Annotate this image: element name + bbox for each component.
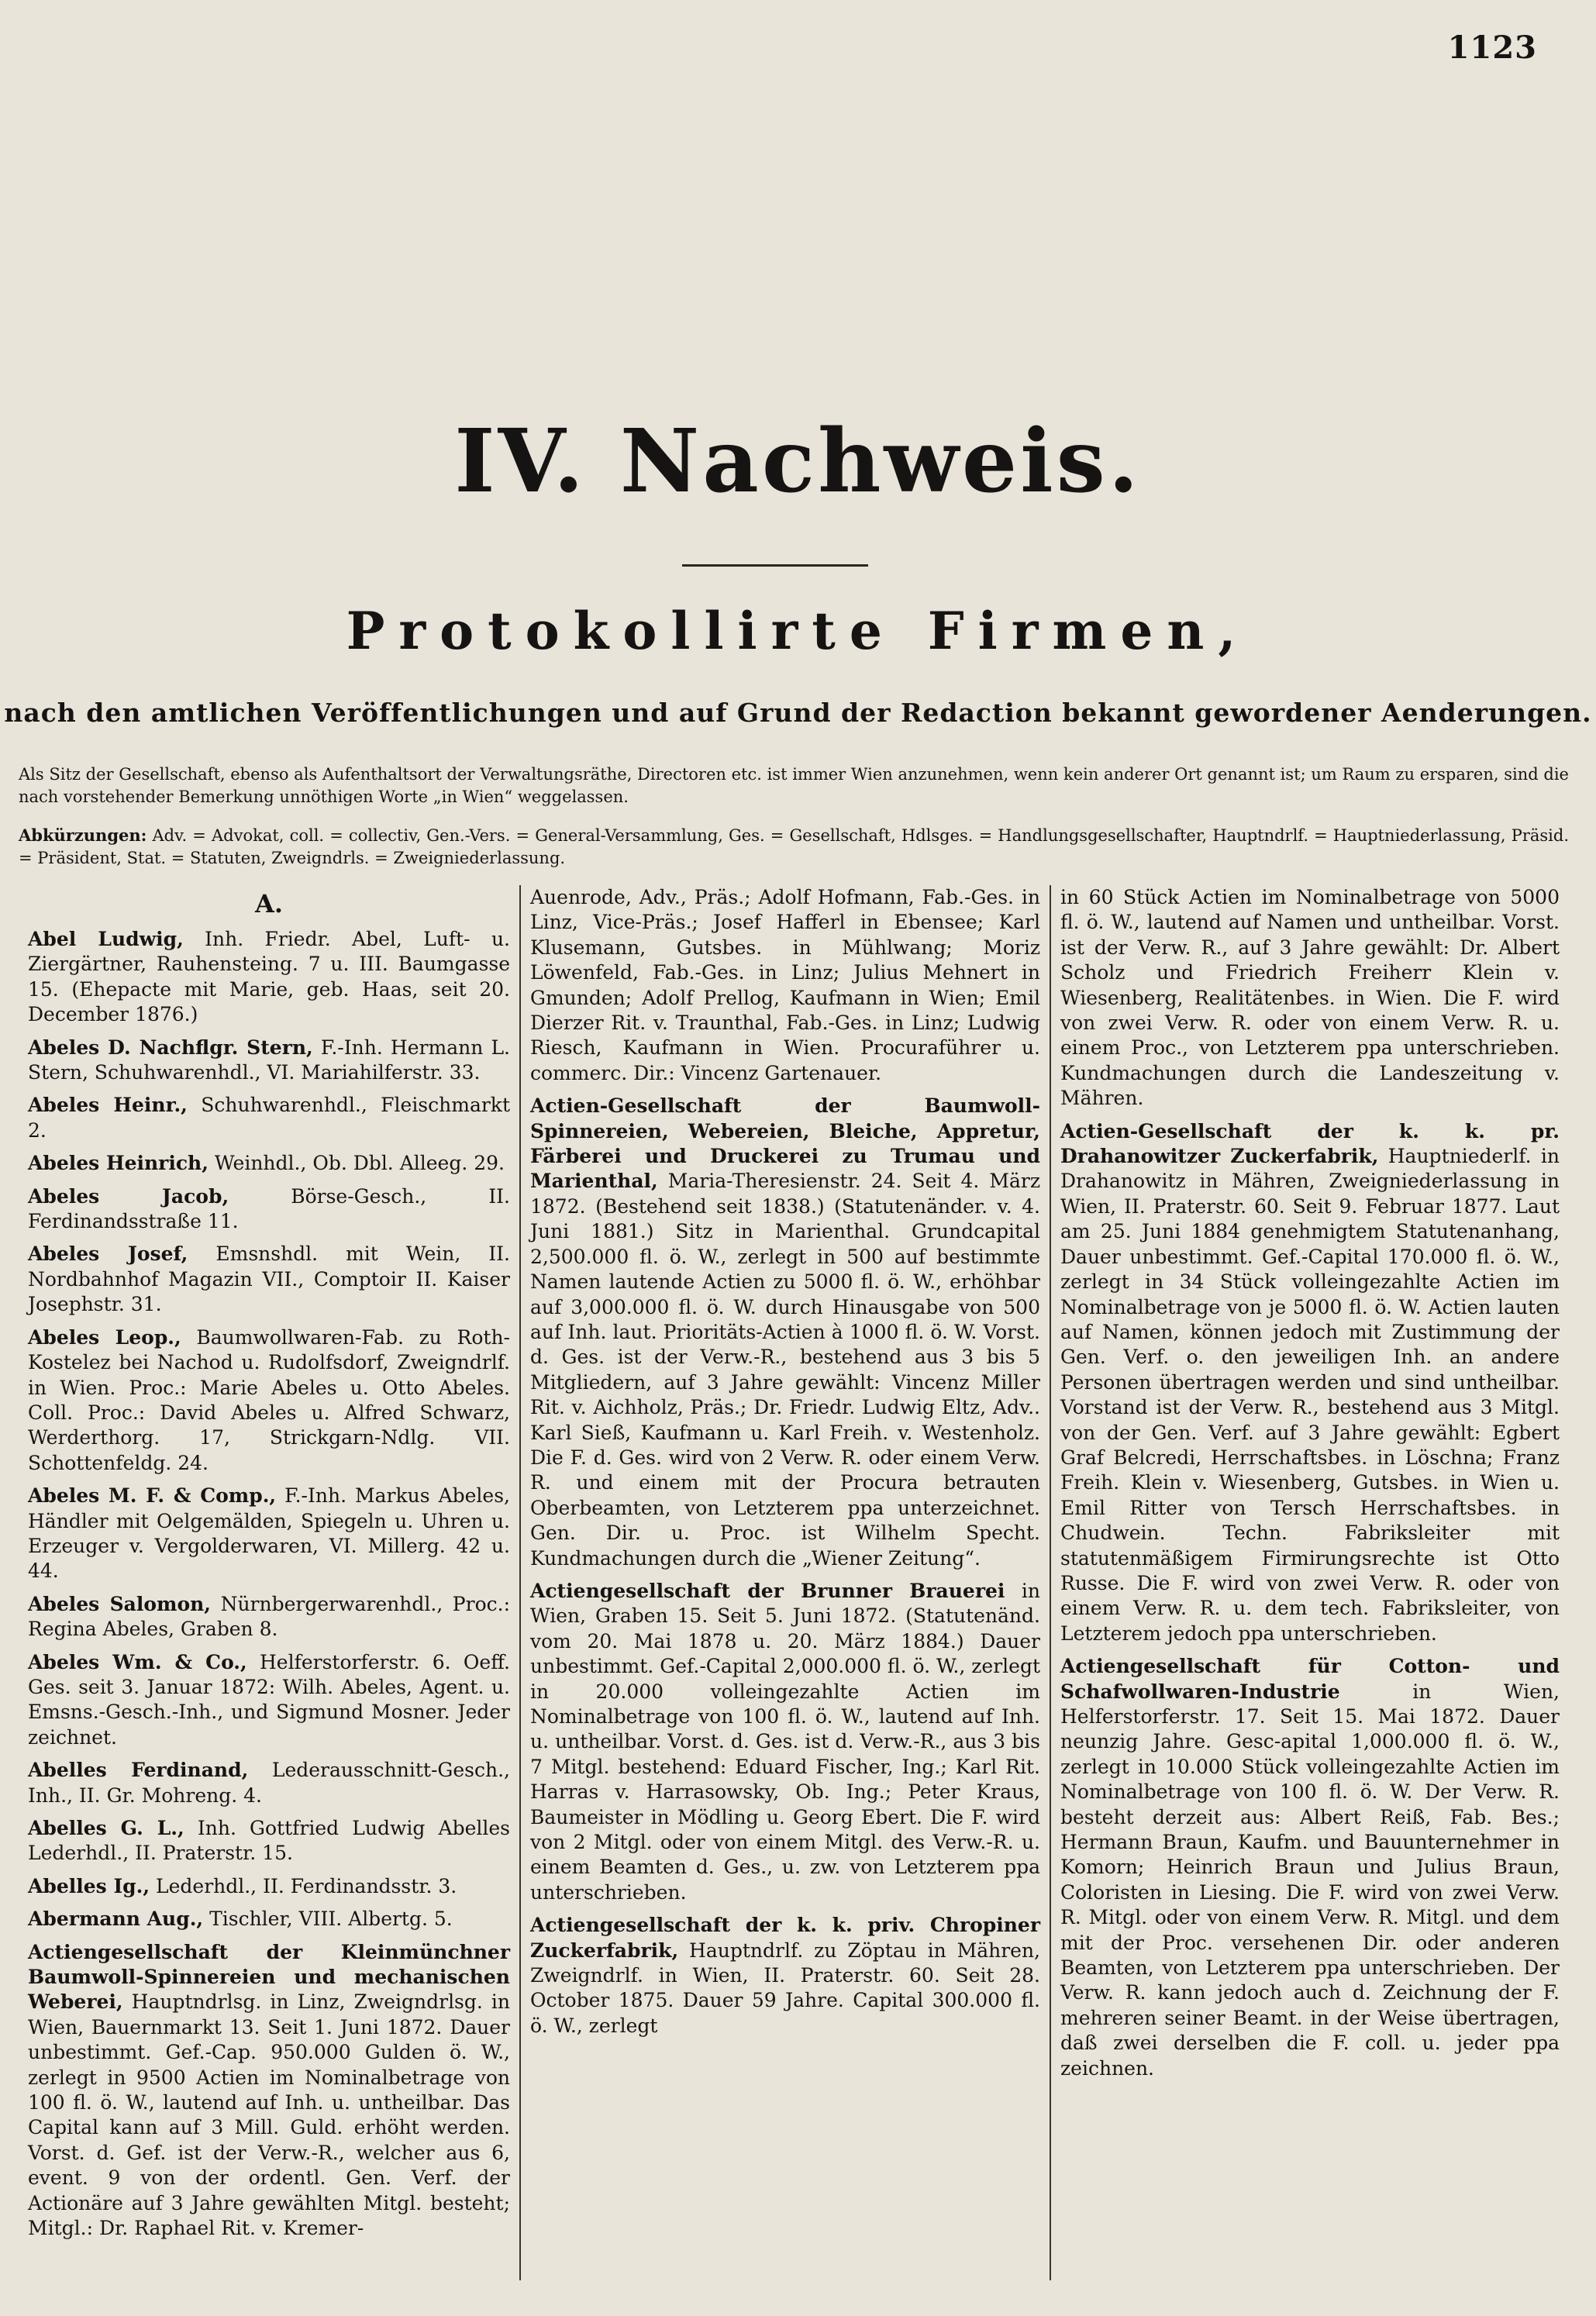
firm-name: Actiengesellschaft für Cotton- und Schafwollwaren-Industrie [1060, 1655, 1560, 1703]
firm-entry [530, 1913, 1040, 2039]
section-description: nach den amtlichen Veröffentlichungen und auf Grund der Redaction bekannt gewordener Aenderungen. [4, 698, 1592, 728]
firm-entry [530, 885, 1040, 1086]
firm-details: Hauptndrlsg. in Linz, Zweigndrlsg. in Wien, Bauernmarkt 13. Seit 1. Juni 1872. Dauer unbestimmt. Gef.-Cap. 950.000 Gulden ö. W., zerlegt in 9500 Actien im Nominalbetrage von 100 fl. ö. W., lautend auf Inh. u. untheilbar. Das Capital kann auf 3 Mill. Guld. erhöht werden. Vorst. d. Gef. ist der Verw.-R., welcher aus 6, event. 9 von der ordentl. Gen. Verf. der Actionäre auf 3 Jahre gewählten Mitgl. besteht; Mitgl.: Dr. Raphael Rit. v. Kremer- [28, 1990, 510, 2240]
firm-details: Inh. Friedr. Abel, Luft- u. Ziergärtner, Rauhensteing. 7 u. III. Baumgasse 15. (Ehepacte mit Marie, geb. Haas, seit 20. December 1876.) [28, 928, 511, 1026]
firm-details: Lederhdl., II. Ferdinandsstr. 3. [150, 1874, 457, 1897]
firm-name: Abeles M. F. & Comp., [28, 1484, 277, 1508]
firm-name: Abeles D. Nachflgr. Stern, [28, 1036, 313, 1059]
firm-entry [28, 1242, 510, 1317]
firm-entry [28, 1650, 510, 1751]
firm-name: Abeles Heinr., [28, 1094, 188, 1117]
firm-name: Abelles G. L., [28, 1817, 184, 1839]
firm-entry [1060, 885, 1560, 1111]
firm-entry [28, 1325, 510, 1476]
firm-name: Abeles Heinrich, [28, 1152, 209, 1175]
firm-name: Abelles Ferdinand, [28, 1759, 249, 1782]
column-2 [519, 885, 1050, 2280]
firm-entry [28, 1036, 510, 1086]
firm-entry [530, 1579, 1040, 1905]
firm-details: Börse-Gesch., II. Ferdinandsstraße 11. [28, 1184, 510, 1233]
page-number: 1123 [1447, 29, 1537, 66]
abbreviations-text: Adv. = Advokat, coll. = collectiv, Gen.-Vers. = General-Versammlung, Ges. = Gesellschaft, Hdlsges. = Handlungsgesellschafter, Hauptndrlf. = Hauptniederlassung, Präsid. = Präsident, Stat. = Statuten, Zweigndrls. = Zweigniederlassung. [19, 826, 1569, 867]
abbreviations-label: Abkürzungen: [19, 825, 147, 845]
firm-entry [28, 1940, 510, 2242]
title-divider [682, 564, 868, 567]
firm-details: Baumwollwaren-Fab. zu Roth-Kostelez bei Nachod u. Rudolfsdorf, Zweigndrlf. in Wien. Proc.: Marie Abeles u. Otto Abeles. Coll. Proc.: David Abeles u. Alfred Schwarz, Werderthorg. 17, Strickgarn-Ndlg. VII. Schottenfeldg. 24. [28, 1325, 510, 1474]
section-subtitle: Protokollirte Firmen, [346, 601, 1250, 661]
firm-name: Abeles Salomon, [28, 1592, 212, 1615]
firm-name: Abermann Aug., [28, 1908, 204, 1931]
firm-entry [28, 1816, 510, 1866]
section-title: IV. Nachweis. [454, 411, 1142, 512]
firm-name: Actiengesellschaft der k. k. priv. Chropiner Zuckerfabrik, [530, 1914, 1040, 1962]
column-3-entries [1060, 885, 1560, 2081]
firm-details: in 60 Stück Actien im Nominalbetrage von 5000 fl. ö. W., lautend auf Namen und untheilbar. Vorst. ist der Verw. R., auf 3 Jahre gewählt: Dr. Albert Scholz und Friedrich Freiherr Klein v. Wiesenberg, Realitätenbes. in Wien. Die F. wird von zwei Verw. R. oder von einem Verw. R. u. einem Proc., von Letzterem ppa unterschrieben. Kundmachungen durch die Landeszeitung v. Mähren. [1060, 886, 1560, 1110]
firm-details: Tischler, VIII. Albertg. 5. [203, 1908, 453, 1931]
firm-details: in Wien, Helferstorferstr. 17. Seit 15. Mai 1872. Dauer neunzig Jahre. Gesc-apital 1,000.000 fl. ö. W., zerlegt in 10.000 Stück volleingezahlte Actien im Nominalbetrage von 100 fl. ö. W. Der Verw. R. besteht derzeit aus: Albert Reiß, Fab. Bes.; Hermann Braun, Kaufm. und Bauunternehmer in Komorn; Heinrich Braun und Julius Braun, Coloristen in Liesing. Die F. wird von zwei Verw. R. Mitgl. oder von einem Verw. R. Mitgl. und dem mit der Proc. versehenen Dir. oder anderen Beamten, von Letzterem ppa unterschrieben. Der Verw. R. kann jedoch auch d. Zeichnung der F. mehreren seiner Beamt. in der Weise übertragen, daß zwei derselben die F. coll. u. jeder ppa zeichnen. [1060, 1680, 1560, 2080]
firm-details: Inh. Gottfried Ludwig Abelles Lederhdl., II. Praterstr. 15. [28, 1817, 510, 1865]
firm-entry [28, 1151, 510, 1176]
firm-details: Hauptndrlf. zu Zöptau in Mähren, Zweigndrlf. in Wien, II. Praterstr. 60. Seit 28. October 1875. Dauer 59 Jahre. Capital 300.000 fl. ö. W., zerlegt [530, 1939, 1040, 2037]
firm-name: Abel Ludwig, [28, 928, 184, 950]
firm-details: Maria-Theresienstr. 24. Seit 4. März 1872. (Bestehend seit 1838.) (Statutenänder. v. 4. Juni 1881.) Sitz in Marienthal. Grundcapital 2,500.000 fl. ö. W., zerlegt in 500 auf bestimmte Namen lautende Actien zu 5000 fl. ö. W., erhöhbar auf 3,000.000 fl. ö. W. durch Hinausgabe von 500 auf Inh. laut. Prioritäts-Actien à 1000 fl. ö. W. Vorst. d. Ges. ist der Verw.-R., bestehend aus 3 bis 5 Mitgliedern, auf 3 Jahre gewählt: Vincenz Miller Rit. v. Aichholz, Präs.; Dr. Friedr. Ludwig Eltz, Adv.. Karl Sieß, Kaufmann u. Karl Freih. v. Westenholz. Die F. d. Ges. wird von 2 Verw. R. oder einem Verw. R. und einem mit der Procura betrauten Oberbeamten, von Letzterem ppa unterzeichnet. Gen. Dir. u. Proc. ist Wilhelm Specht. Kundmachungen durch die „Wiener Zeitung“. [530, 1170, 1040, 1570]
column-1-entries [28, 927, 510, 2242]
firm-name: Actiengesellschaft der Brunner Brauerei [530, 1579, 1005, 1602]
firm-entry [28, 1907, 510, 1932]
firm-details: Weinhdl., Ob. Dbl. Alleeg. 29. [208, 1152, 505, 1175]
firm-details: Emsnshdl. mit Wein, II. Nordbahnhof Magazin VII., Comptoir II. Kaiser Josephstr. 31. [28, 1242, 510, 1316]
firm-details: Auenrode, Adv., Präs.; Adolf Hofmann, Fab.-Ges. in Linz, Vice-Präs.; Josef Hafferl in Ebensee; Karl Klusemann, Gutsbes. in Mühlwang; Moriz Löwenfeld, Fab.-Ges. in Linz; Julius Mehnert in Gmunden; Adolf Prellog, Kaufmann in Wien; Emil Dierzer Rit. v. Traunthal, Fab.-Ges. in Linz; Ludwig Riesch, Kaufmann in Wien. Procuraführer u. commerc. Dir.: Vincenz Gartenauer. [530, 886, 1040, 1084]
firm-details: Schuhwarenhdl., Fleischmarkt 2. [28, 1094, 510, 1142]
firm-entry [28, 1874, 510, 1899]
column-2-entries [530, 885, 1040, 2039]
entry-columns [19, 885, 1569, 2280]
firm-name: Actien-Gesellschaft der k. k. pr. Drahanowitzer Zuckerfabrik, [1060, 1119, 1560, 1168]
abbreviations [19, 824, 1569, 870]
firm-entry [28, 1184, 510, 1235]
firm-name: Abeles Wm. & Co., [28, 1650, 247, 1673]
firm-details: Hauptniederlf. in Drahanowitz in Mähren, Zweigniederlassung in Wien, II. Praterstr. 60. Seit 9. Februar 1877. Laut am 25. Juni 1884 genehmigtem Statutenanhang, Dauer unbestimmt. Gef.-Capital 170.000 fl. ö. W., zerlegt in 34 Stück volleingezahlte Actien im Nominalbetrage von je 5000 fl. ö. W. Actien lauten auf Namen, können jedoch mit Zustimmung der Gen. Verf. o. den jeweiligen Inh. an andere Personen übertragen werden und sind untheilbar. Vorstand ist der Verw. R., bestehend aus 3 Mitgl. von der Gen. Verf. auf 3 Jahre gewählt: Egbert Graf Belcredi, Herrschaftsbes. in Löschna; Franz Freih. Klein v. Wiesenberg, Gutsbes. in Wien u. Emil Ritter von Tersch Herrschaftsbes. in Chudwein. Techn. Fabriksleiter mit statutenmäßigem Firmirungsrechte ist Otto Russe. Die F. wird von zwei Verw. R. oder von einem Verw. R. u. dem tech. Fabriksleiter, von Letzterem jedoch ppa unterschrieben. [1060, 1145, 1560, 1645]
firm-entry [28, 927, 510, 1028]
preface-note: Als Sitz der Gesellschaft, ebenso als Aufenthaltsort der Verwaltungsräthe, Directoren etc. ist immer Wien anzunehmen, wenn kein anderer Ort genannt ist; um Raum zu ersparen, sind die nach vorstehender Bemerkung unnöthigen Worte „in Wien“ weggelassen. [19, 765, 1569, 806]
section-letter: A. [255, 889, 283, 918]
firm-details: Lederausschnitt-Gesch., Inh., II. Gr. Mohreng. 4. [28, 1759, 511, 1807]
firm-details: in Wien, Graben 15. Seit 5. Juni 1872. (Statutenänd. vom 20. Mai 1878 u. 20. März 1884.) Dauer unbestimmt. Gef.-Capital 2,000.000 fl. ö. W., zerlegt in 20.000 volleingezahlte Actien im Nominalbetrage von 100 fl. ö. W., lautend auf Inh. u. untheilbar. Vorst. d. Ges. ist d. Verw.-R., aus 3 bis 7 Mitgl. bestehend: Eduard Fischer, Ing.; Karl Rit. Harras v. Harrasowsky, Ob. Ing.; Peter Kraus, Baumeister in Mödling u. Georg Ebert. Die F. wird von 2 Mitgl. oder von einem Mitgl. des Verw.-R. u. einem Beamten d. Ges., u. zw. von Letzterem ppa unterschrieben. [530, 1579, 1040, 1904]
firm-details: F.-Inh. Hermann L. Stern, Schuhwarenhdl., VI. Mariahilferstr. 33. [28, 1036, 511, 1084]
firm-name: Actien-Gesellschaft der Baumwoll-Spinnereien, Webereien, Bleiche, Appretur, Färberei und Druckerei zu Trumau und Marienthal, [530, 1094, 1040, 1193]
firm-entry [28, 1592, 510, 1642]
firm-entry [28, 1758, 510, 1808]
firm-entry [1060, 1119, 1560, 1647]
firm-name: Abeles Josef, [28, 1242, 188, 1266]
firm-details: Nürnbergerwarenhdl., Proc.: Regina Abeles, Graben 8. [28, 1592, 510, 1641]
firm-details: Helferstorferstr. 6. Oeff. Ges. seit 3. Januar 1872: Wilh. Abeles, Agent. u. Emsns.-Gesch.-Inh., und Sigmund Mosner. Jeder zeichnet. [28, 1650, 511, 1749]
firm-entry [530, 1094, 1040, 1571]
firm-entry [28, 1484, 510, 1584]
firm-entry [1060, 1654, 1560, 2081]
firm-name: Abeles Leop., [28, 1325, 181, 1349]
firm-name: Abelles Ig., [28, 1874, 150, 1897]
firm-entry [28, 1093, 510, 1143]
firm-name: Actiengesellschaft der Kleinmünchner Baumwoll-Spinnereien und mechanischen Weberei, [28, 1940, 510, 2014]
column-1 [19, 885, 519, 2280]
firm-name: Abeles Jacob, [28, 1184, 229, 1208]
column-3 [1050, 885, 1569, 2280]
firm-details: F.-Inh. Markus Abeles, Händler mit Oelgemälden, Spiegeln u. Uhren u. Erzeuger v. Vergolderwaren, VI. Millerg. 42 u. 44. [28, 1484, 510, 1583]
